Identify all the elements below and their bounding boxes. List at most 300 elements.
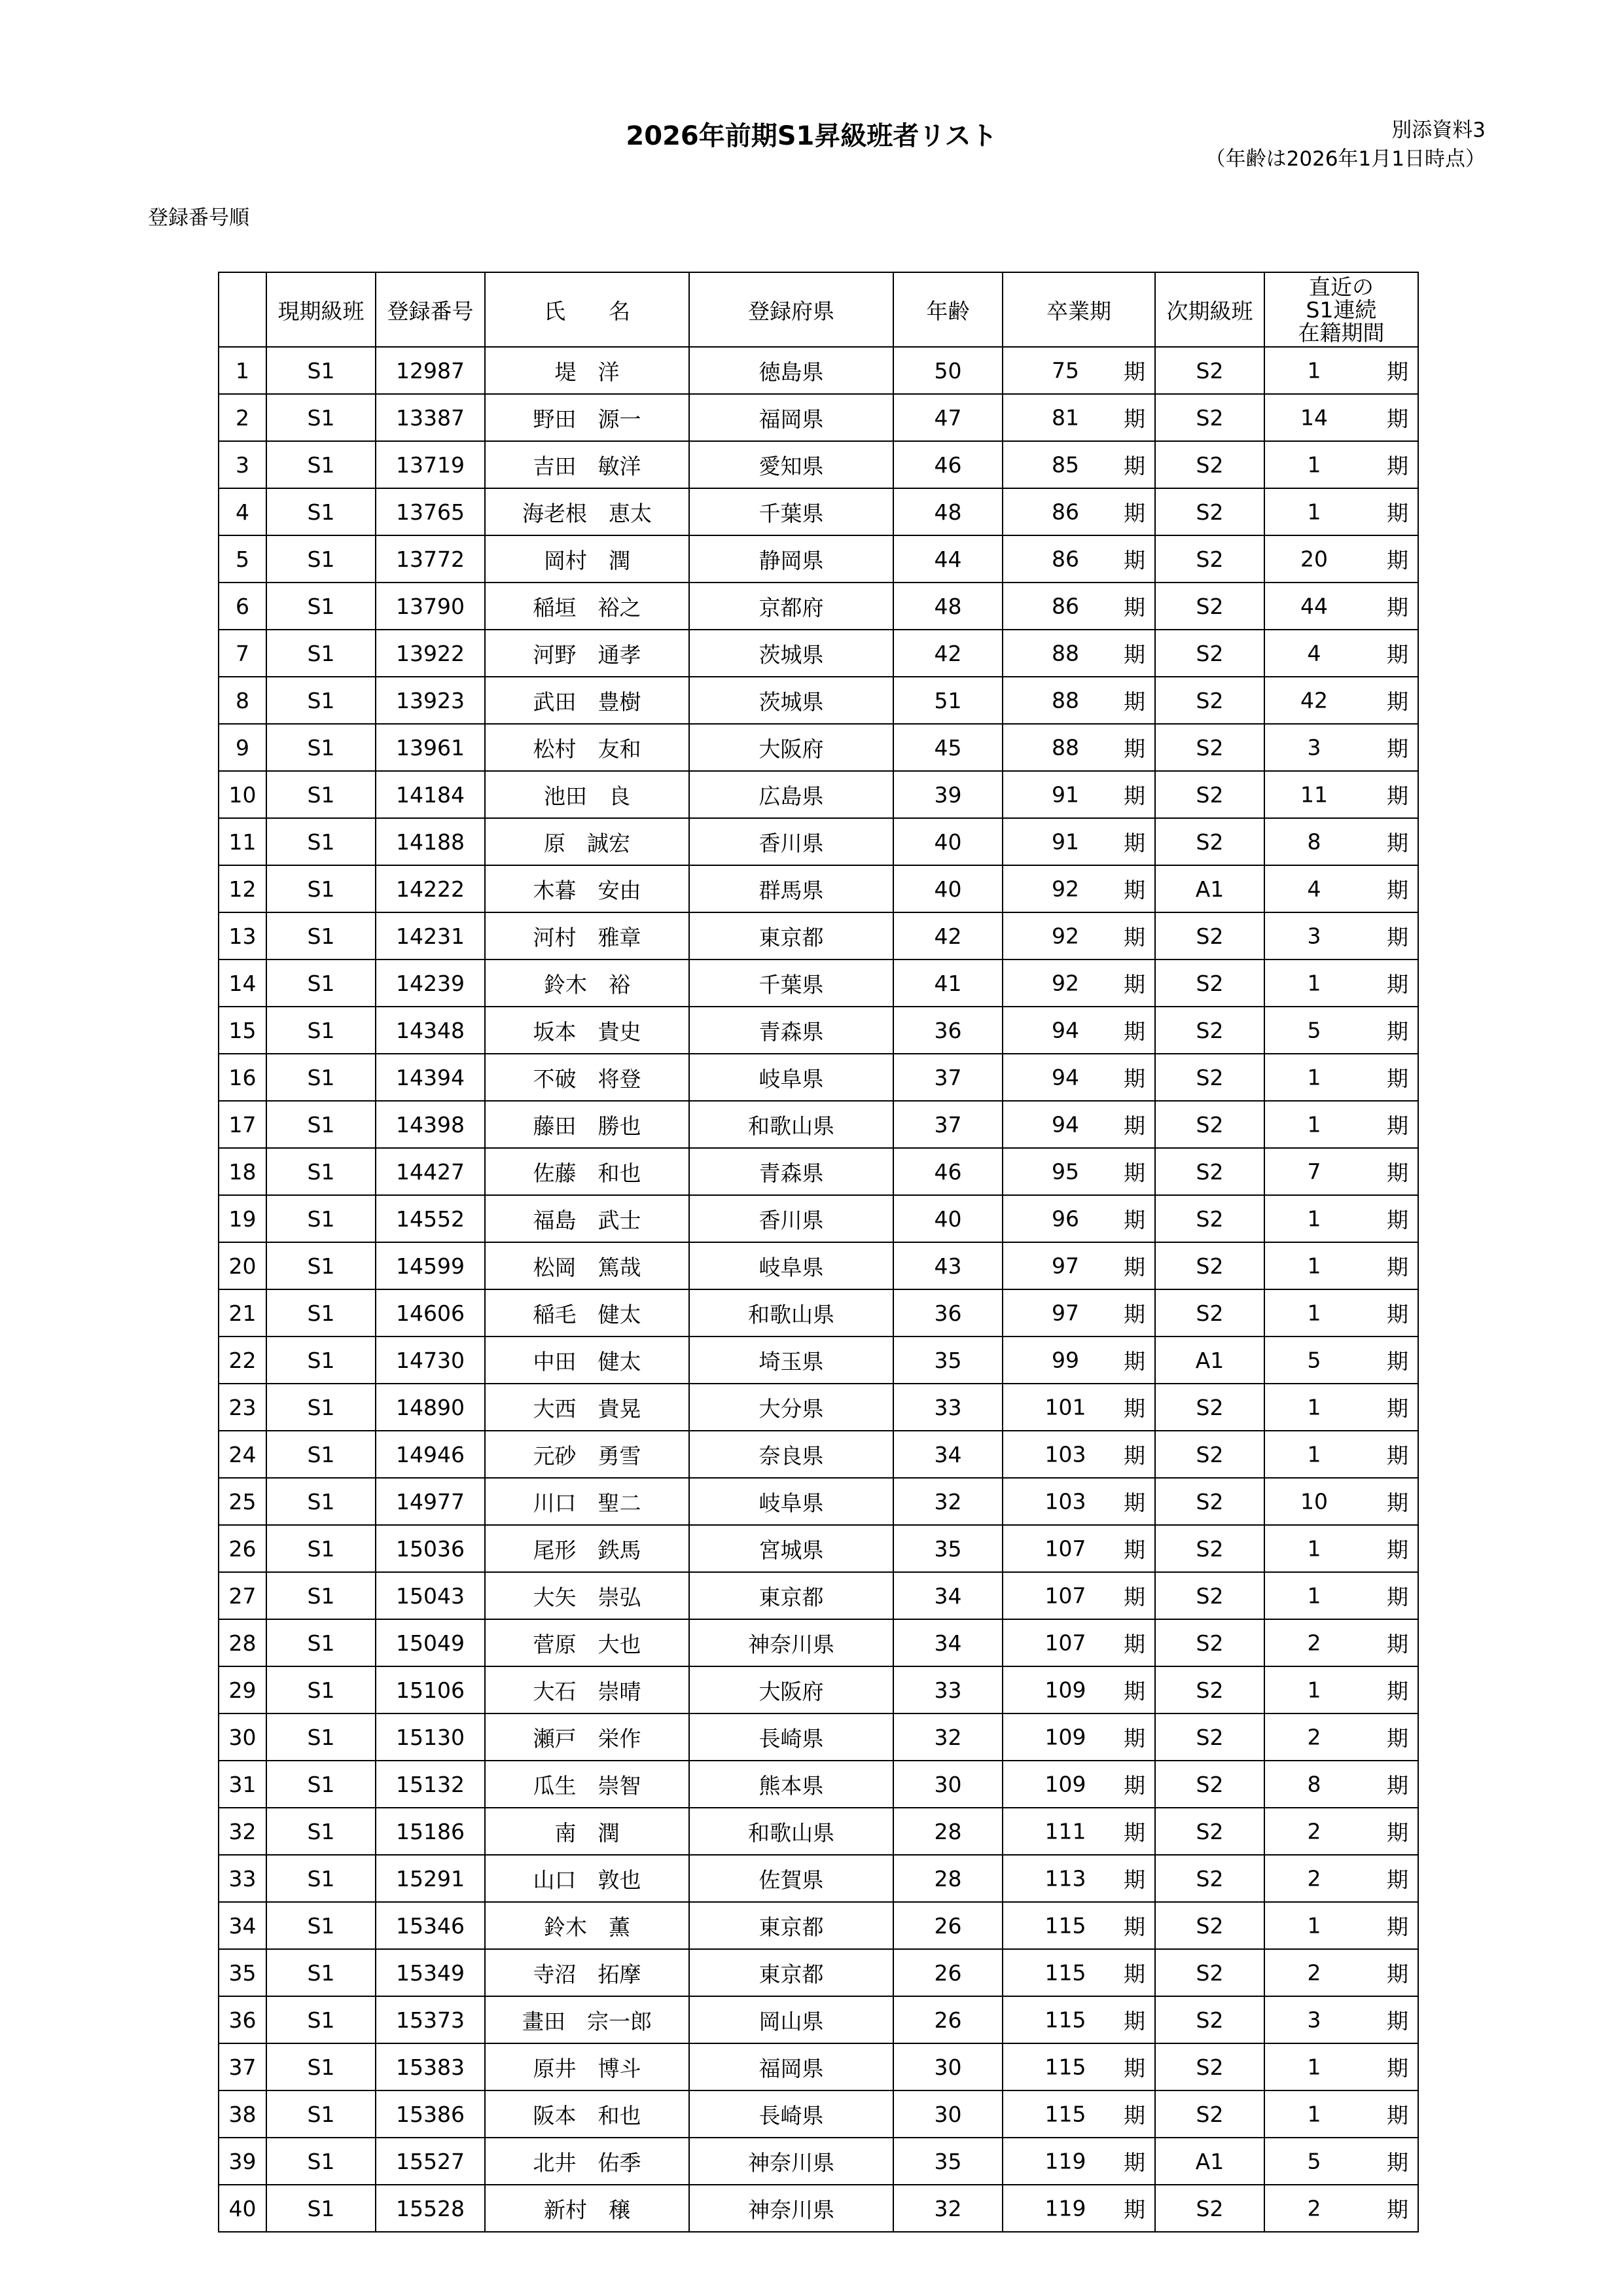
prefecture-cell: 神奈川県: [689, 2185, 893, 2232]
graduation-term-value: 92: [1052, 923, 1079, 949]
period-unit: 期: [1387, 1018, 1408, 1045]
racer-name-cell: 海老根 恵太: [485, 488, 689, 535]
current-class-cell: S1: [266, 912, 376, 960]
prefecture-cell: 和歌山県: [689, 1289, 893, 1336]
period-unit: 期: [1387, 924, 1408, 950]
consecutive-period-cell: [1264, 1336, 1418, 1384]
period-unit: 期: [1387, 1443, 1408, 1469]
graduation-term-value: 97: [1052, 1253, 1079, 1279]
consecutive-period-value: 2: [1307, 1865, 1321, 1892]
period-unit: 期: [1387, 1066, 1408, 1092]
graduation-term-cell: [1003, 1007, 1155, 1054]
row-number-cell: 30: [219, 1713, 266, 1761]
next-class-cell: S2: [1155, 1054, 1264, 1101]
term-unit: 期: [1124, 500, 1145, 526]
row-number-cell: 8: [219, 677, 266, 724]
graduation-term-cell: [1003, 1949, 1155, 1996]
row-number-cell: 10: [219, 771, 266, 818]
consecutive-period-value: 1: [1307, 970, 1321, 996]
prefecture-cell: 長崎県: [689, 1713, 893, 1761]
term-unit: 期: [1124, 2197, 1145, 2223]
graduation-term-cell: [1003, 441, 1155, 488]
row-number-cell: 26: [219, 1525, 266, 1572]
term-unit: 期: [1124, 877, 1145, 903]
term-unit: 期: [1124, 1914, 1145, 1940]
consecutive-period-cell: [1264, 1195, 1418, 1242]
period-unit: 期: [1387, 971, 1408, 997]
registration-number-cell: 13765: [376, 488, 485, 535]
row-number-cell: 11: [219, 818, 266, 865]
consecutive-period-value: 3: [1307, 2007, 1321, 2033]
current-class-cell: S1: [266, 1525, 376, 1572]
row-number-cell: 37: [219, 2043, 266, 2090]
prefecture-cell: 福岡県: [689, 2043, 893, 2090]
consecutive-period-value: 44: [1300, 593, 1328, 619]
table-row: [219, 1902, 1418, 1949]
current-class-cell: S1: [266, 818, 376, 865]
graduation-term-value: 119: [1044, 2148, 1086, 2174]
registration-number-cell: 13961: [376, 724, 485, 771]
current-class-cell: S1: [266, 1148, 376, 1195]
period-unit: 期: [1387, 2102, 1408, 2128]
prefecture-cell: 千葉県: [689, 488, 893, 535]
consecutive-period-value: 1: [1307, 1535, 1321, 1562]
consecutive-period-value: 4: [1307, 640, 1321, 666]
registration-number-cell: 14946: [376, 1431, 485, 1478]
registration-number-cell: 14222: [376, 865, 485, 912]
current-class-cell: S1: [266, 1949, 376, 1996]
consecutive-period-value: 10: [1300, 1488, 1328, 1515]
registration-number-cell: 13923: [376, 677, 485, 724]
table-row: [219, 2185, 1418, 2232]
table-row: [219, 1761, 1418, 1808]
table-row: [219, 1478, 1418, 1525]
racer-name-cell: 大石 崇晴: [485, 1666, 689, 1713]
consecutive-period-cell: [1264, 1902, 1418, 1949]
next-class-cell: S2: [1155, 1007, 1264, 1054]
current-class-cell: S1: [266, 1572, 376, 1619]
racer-name-cell: 元砂 勇雪: [485, 1431, 689, 1478]
prefecture-cell: 岡山県: [689, 1996, 893, 2043]
term-unit: 期: [1124, 1678, 1145, 1704]
period-unit: 期: [1387, 1207, 1408, 1233]
age-cell: 30: [893, 2090, 1003, 2138]
table-row: [219, 960, 1418, 1007]
next-class-cell: S2: [1155, 2043, 1264, 2090]
consecutive-period-value: 5: [1307, 2148, 1321, 2174]
current-class-cell: S1: [266, 1336, 376, 1384]
graduation-term-cell: [1003, 1384, 1155, 1431]
row-number-cell: 22: [219, 1336, 266, 1384]
registration-number-cell: 15346: [376, 1902, 485, 1949]
term-unit: 期: [1124, 2008, 1145, 2034]
current-class-cell: S1: [266, 1007, 376, 1054]
table-row: [219, 1713, 1418, 1761]
age-cell: 34: [893, 1619, 1003, 1666]
row-number-cell: 13: [219, 912, 266, 960]
prefecture-cell: 大阪府: [689, 1666, 893, 1713]
term-unit: 期: [1124, 1584, 1145, 1610]
consecutive-period-cell: [1264, 1478, 1418, 1525]
prefecture-cell: 青森県: [689, 1148, 893, 1195]
row-number-cell: 6: [219, 583, 266, 630]
next-class-cell: S2: [1155, 488, 1264, 535]
next-class-cell: S2: [1155, 1902, 1264, 1949]
current-class-cell: S1: [266, 1431, 376, 1478]
graduation-term-cell: [1003, 1713, 1155, 1761]
next-class-cell: S2: [1155, 1195, 1264, 1242]
age-cell: 35: [893, 1336, 1003, 1384]
graduation-term-value: 107: [1044, 1535, 1086, 1562]
table-row: [219, 394, 1418, 441]
row-number-cell: 27: [219, 1572, 266, 1619]
racer-name-cell: 菅原 大也: [485, 1619, 689, 1666]
row-number-cell: 38: [219, 2090, 266, 2138]
current-class-cell: S1: [266, 1242, 376, 1289]
registration-number-cell: 15527: [376, 2138, 485, 2185]
header-consecutive-line-3: 在籍期間: [1298, 319, 1385, 346]
age-cell: 33: [893, 1384, 1003, 1431]
period-unit: 期: [1387, 1772, 1408, 1799]
consecutive-period-value: 2: [1307, 1724, 1321, 1750]
next-class-cell: S2: [1155, 583, 1264, 630]
period-unit: 期: [1387, 783, 1408, 809]
consecutive-period-cell: [1264, 1525, 1418, 1572]
term-unit: 期: [1124, 2149, 1145, 2176]
term-unit: 期: [1124, 783, 1145, 809]
racer-name-cell: 山口 敦也: [485, 1855, 689, 1902]
term-unit: 期: [1124, 359, 1145, 385]
row-number-cell: 15: [219, 1007, 266, 1054]
current-class-cell: S1: [266, 1713, 376, 1761]
consecutive-period-cell: [1264, 1289, 1418, 1336]
consecutive-period-value: 7: [1307, 1158, 1321, 1185]
registration-number-cell: 13387: [376, 394, 485, 441]
graduation-term-cell: [1003, 1242, 1155, 1289]
prefecture-cell: 東京都: [689, 1902, 893, 1949]
graduation-term-cell: [1003, 1195, 1155, 1242]
term-unit: 期: [1124, 1961, 1145, 1987]
current-class-cell: S1: [266, 1996, 376, 2043]
consecutive-period-cell: [1264, 347, 1418, 394]
racer-name-cell: 新村 穣: [485, 2185, 689, 2232]
next-class-cell: S2: [1155, 912, 1264, 960]
period-unit: 期: [1387, 736, 1408, 762]
graduation-term-value: 95: [1052, 1158, 1079, 1185]
annex-label: 別添資料3: [1391, 118, 1486, 142]
graduation-term-cell: [1003, 1855, 1155, 1902]
table-row: [219, 1572, 1418, 1619]
row-number-cell: 36: [219, 1996, 266, 2043]
header-current-class: 現期級班: [266, 272, 376, 347]
term-unit: 期: [1124, 1207, 1145, 1233]
consecutive-period-cell: [1264, 441, 1418, 488]
term-unit: 期: [1124, 1301, 1145, 1327]
consecutive-period-cell: [1264, 488, 1418, 535]
consecutive-period-value: 2: [1307, 2195, 1321, 2221]
age-cell: 30: [893, 2043, 1003, 2090]
registration-number-cell: 12987: [376, 347, 485, 394]
table-row: [219, 1431, 1418, 1478]
racer-name-cell: 池田 良: [485, 771, 689, 818]
current-class-cell: S1: [266, 1761, 376, 1808]
consecutive-period-value: 4: [1307, 876, 1321, 902]
prefecture-cell: 福岡県: [689, 394, 893, 441]
registration-number-cell: 14184: [376, 771, 485, 818]
age-cell: 43: [893, 1242, 1003, 1289]
registration-number-cell: 15049: [376, 1619, 485, 1666]
table-row: [219, 1808, 1418, 1855]
consecutive-period-cell: [1264, 1242, 1418, 1289]
age-cell: 39: [893, 771, 1003, 818]
table-row: [219, 771, 1418, 818]
racer-name-cell: 藤田 勝也: [485, 1101, 689, 1148]
prefecture-cell: 香川県: [689, 1195, 893, 1242]
graduation-term-value: 115: [1044, 2054, 1086, 2080]
table-row: [219, 1666, 1418, 1713]
age-cell: 26: [893, 1996, 1003, 2043]
graduation-term-value: 88: [1052, 640, 1079, 666]
row-number-cell: 5: [219, 535, 266, 583]
graduation-term-value: 101: [1044, 1394, 1086, 1420]
prefecture-cell: 群馬県: [689, 865, 893, 912]
term-unit: 期: [1124, 689, 1145, 715]
consecutive-period-value: 8: [1307, 829, 1321, 855]
consecutive-period-cell: [1264, 1007, 1418, 1054]
racer-name-cell: 野田 源一: [485, 394, 689, 441]
table-row: [219, 535, 1418, 583]
racer-name-cell: 岡村 潤: [485, 535, 689, 583]
period-unit: 期: [1387, 2055, 1408, 2081]
next-class-cell: S2: [1155, 441, 1264, 488]
row-number-cell: 40: [219, 2185, 266, 2232]
consecutive-period-cell: [1264, 2043, 1418, 2090]
graduation-term-cell: [1003, 1996, 1155, 2043]
roster-body: [219, 347, 1418, 2232]
term-unit: 期: [1124, 830, 1145, 856]
period-unit: 期: [1387, 1113, 1408, 1139]
prefecture-cell: 岐阜県: [689, 1478, 893, 1525]
age-cell: 36: [893, 1289, 1003, 1336]
next-class-cell: S2: [1155, 1572, 1264, 1619]
graduation-term-cell: [1003, 394, 1155, 441]
age-cell: 37: [893, 1054, 1003, 1101]
table-row: [219, 1996, 1418, 2043]
next-class-cell: S2: [1155, 1666, 1264, 1713]
period-unit: 期: [1387, 500, 1408, 526]
term-unit: 期: [1124, 736, 1145, 762]
term-unit: 期: [1124, 547, 1145, 573]
consecutive-period-value: 1: [1307, 1300, 1321, 1326]
racer-name-cell: 稲垣 裕之: [485, 583, 689, 630]
period-unit: 期: [1387, 1867, 1408, 1893]
row-number-cell: 29: [219, 1666, 266, 1713]
age-cell: 37: [893, 1101, 1003, 1148]
age-cell: 35: [893, 1525, 1003, 1572]
graduation-term-cell: [1003, 1101, 1155, 1148]
row-number-cell: 34: [219, 1902, 266, 1949]
registration-number-cell: 13772: [376, 535, 485, 583]
consecutive-period-cell: [1264, 1761, 1418, 1808]
consecutive-period-cell: [1264, 1996, 1418, 2043]
period-unit: 期: [1387, 1914, 1408, 1940]
graduation-term-cell: [1003, 2043, 1155, 2090]
row-number-cell: 25: [219, 1478, 266, 1525]
row-number-cell: 33: [219, 1855, 266, 1902]
row-number-cell: 2: [219, 394, 266, 441]
racer-name-cell: 不破 将登: [485, 1054, 689, 1101]
graduation-term-value: 85: [1052, 452, 1079, 478]
row-number-cell: 20: [219, 1242, 266, 1289]
period-unit: 期: [1387, 547, 1408, 573]
graduation-term-value: 119: [1044, 2195, 1086, 2221]
consecutive-period-value: 1: [1307, 1111, 1321, 1138]
table-row: [219, 865, 1418, 912]
term-unit: 期: [1124, 1490, 1145, 1516]
table-row: [219, 1949, 1418, 1996]
graduation-term-value: 107: [1044, 1630, 1086, 1656]
table-row: [219, 583, 1418, 630]
current-class-cell: S1: [266, 2138, 376, 2185]
registration-number-cell: 15383: [376, 2043, 485, 2090]
graduation-term-value: 94: [1052, 1111, 1079, 1138]
next-class-cell: S2: [1155, 1855, 1264, 1902]
current-class-cell: S1: [266, 1384, 376, 1431]
registration-number-cell: 15132: [376, 1761, 485, 1808]
graduation-term-cell: [1003, 818, 1155, 865]
prefecture-cell: 静岡県: [689, 535, 893, 583]
registration-number-cell: 15373: [376, 1996, 485, 2043]
consecutive-period-value: 8: [1307, 1771, 1321, 1797]
age-cell: 34: [893, 1431, 1003, 1478]
racer-name-cell: 畫田 宗一郎: [485, 1996, 689, 2043]
racer-name-cell: 寺沼 拓摩: [485, 1949, 689, 1996]
period-unit: 期: [1387, 641, 1408, 668]
graduation-term-value: 103: [1044, 1441, 1086, 1467]
registration-number-cell: 14394: [376, 1054, 485, 1101]
next-class-cell: S2: [1155, 771, 1264, 818]
age-cell: 45: [893, 724, 1003, 771]
registration-number-cell: 14599: [376, 1242, 485, 1289]
current-class-cell: S1: [266, 1902, 376, 1949]
table-row: [219, 347, 1418, 394]
period-unit: 期: [1387, 1395, 1408, 1422]
graduation-term-cell: [1003, 347, 1155, 394]
prefecture-cell: 広島県: [689, 771, 893, 818]
graduation-term-cell: [1003, 583, 1155, 630]
graduation-term-cell: [1003, 1478, 1155, 1525]
row-number-cell: 1: [219, 347, 266, 394]
prefecture-cell: 茨城県: [689, 630, 893, 677]
period-unit: 期: [1387, 830, 1408, 856]
age-cell: 26: [893, 1902, 1003, 1949]
prefecture-cell: 岐阜県: [689, 1054, 893, 1101]
prefecture-cell: 東京都: [689, 1949, 893, 1996]
racer-name-cell: 瓜生 崇智: [485, 1761, 689, 1808]
consecutive-period-value: 3: [1307, 734, 1321, 761]
consecutive-period-value: 1: [1307, 2101, 1321, 2127]
graduation-term-value: 86: [1052, 499, 1079, 525]
current-class-cell: S1: [266, 1289, 376, 1336]
consecutive-period-value: 14: [1300, 404, 1328, 431]
next-class-cell: S2: [1155, 630, 1264, 677]
row-number-cell: 14: [219, 960, 266, 1007]
consecutive-period-cell: [1264, 2090, 1418, 2138]
consecutive-period-value: 1: [1307, 1206, 1321, 1232]
age-cell: 35: [893, 2138, 1003, 2185]
age-cell: 40: [893, 1195, 1003, 1242]
consecutive-period-value: 1: [1307, 1677, 1321, 1703]
next-class-cell: S2: [1155, 394, 1264, 441]
promotion-roster-table: [218, 272, 1419, 2233]
row-number-cell: 7: [219, 630, 266, 677]
age-cell: 32: [893, 2185, 1003, 2232]
graduation-term-value: 94: [1052, 1017, 1079, 1043]
prefecture-cell: 愛知県: [689, 441, 893, 488]
registration-number-cell: 14239: [376, 960, 485, 1007]
table-row: [219, 2043, 1418, 2090]
header-prefecture: 登録府県: [689, 272, 893, 347]
document-title: 2026年前期S1昇級班者リスト: [626, 121, 997, 151]
next-class-cell: S2: [1155, 1289, 1264, 1336]
period-unit: 期: [1387, 1678, 1408, 1704]
age-cell: 44: [893, 535, 1003, 583]
age-cell: 46: [893, 441, 1003, 488]
row-number-cell: 31: [219, 1761, 266, 1808]
graduation-term-cell: [1003, 1761, 1155, 1808]
racer-name-cell: 松村 友和: [485, 724, 689, 771]
registration-number-cell: 14231: [376, 912, 485, 960]
table-row: [219, 1336, 1418, 1384]
registration-number-cell: 15186: [376, 1808, 485, 1855]
registration-number-cell: 14730: [376, 1336, 485, 1384]
graduation-term-value: 115: [1044, 2007, 1086, 2033]
age-cell: 50: [893, 347, 1003, 394]
period-unit: 期: [1387, 1160, 1408, 1186]
table-row: [219, 1007, 1418, 1054]
table-row: [219, 441, 1418, 488]
graduation-term-value: 94: [1052, 1064, 1079, 1090]
current-class-cell: S1: [266, 1101, 376, 1148]
prefecture-cell: 神奈川県: [689, 2138, 893, 2185]
table-row: [219, 630, 1418, 677]
prefecture-cell: 茨城県: [689, 677, 893, 724]
table-row: [219, 488, 1418, 535]
row-number-cell: 18: [219, 1148, 266, 1195]
consecutive-period-cell: [1264, 677, 1418, 724]
row-number-cell: 32: [219, 1808, 266, 1855]
term-unit: 期: [1124, 1537, 1145, 1563]
current-class-cell: S1: [266, 488, 376, 535]
racer-name-cell: 佐藤 和也: [485, 1148, 689, 1195]
next-class-cell: S2: [1155, 1101, 1264, 1148]
racer-name-cell: 南 潤: [485, 1808, 689, 1855]
term-unit: 期: [1124, 924, 1145, 950]
graduation-term-cell: [1003, 960, 1155, 1007]
graduation-term-value: 91: [1052, 829, 1079, 855]
period-unit: 期: [1387, 877, 1408, 903]
graduation-term-value: 86: [1052, 546, 1079, 572]
graduation-term-cell: [1003, 2138, 1155, 2185]
graduation-term-cell: [1003, 1572, 1155, 1619]
racer-name-cell: 福島 武士: [485, 1195, 689, 1242]
term-unit: 期: [1124, 406, 1145, 432]
age-cell: 48: [893, 488, 1003, 535]
table-header-row: [219, 272, 1418, 347]
age-cell: 41: [893, 960, 1003, 1007]
header-consecutive-line-1: 直近の: [1309, 274, 1374, 300]
registration-number-cell: 15291: [376, 1855, 485, 1902]
